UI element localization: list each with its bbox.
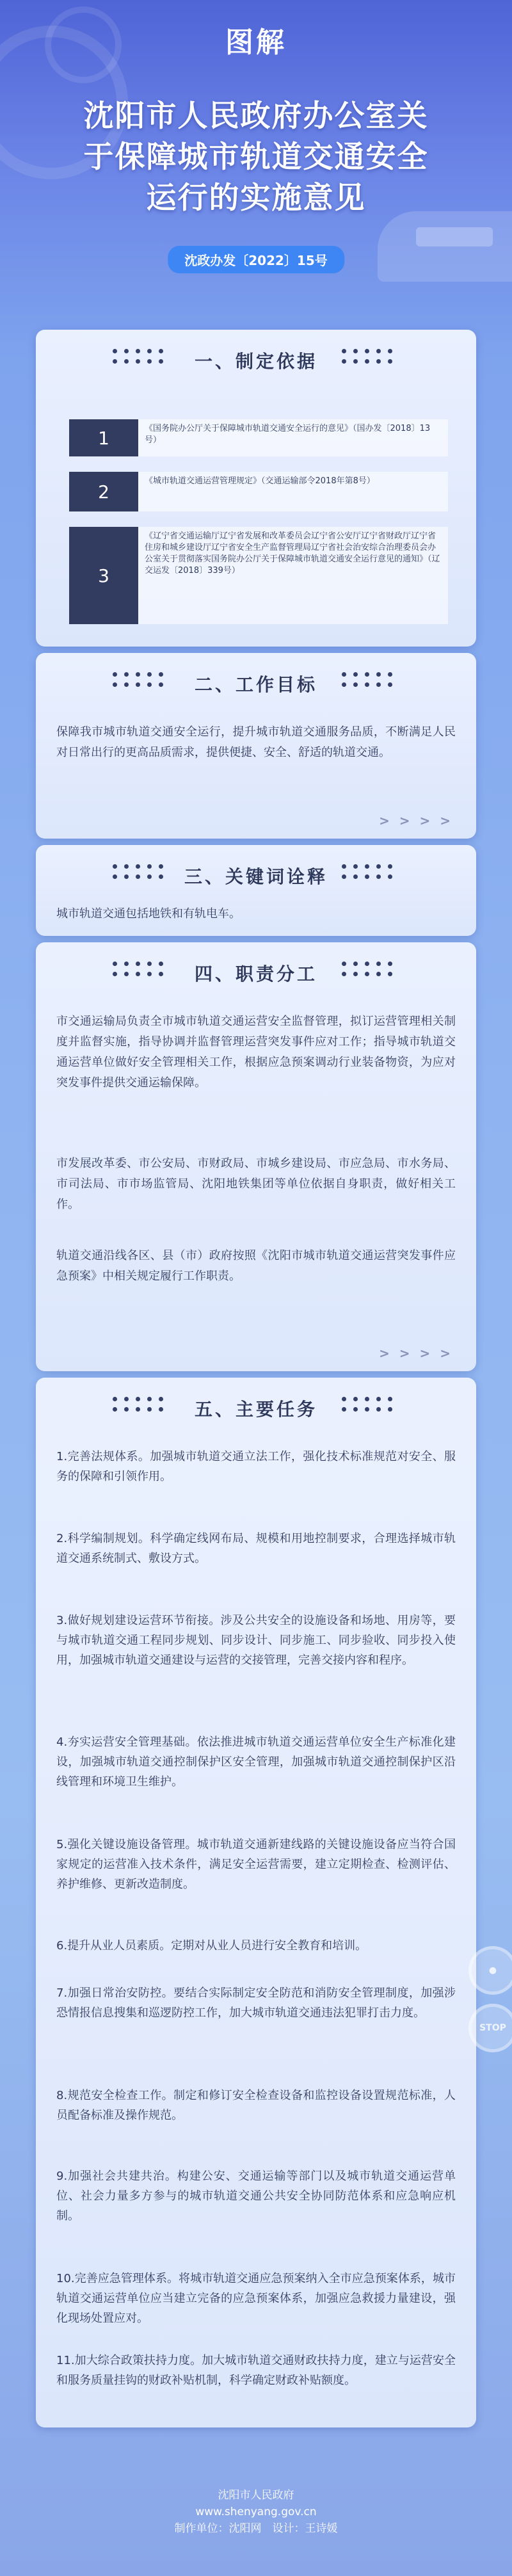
basis-text: 《国务院办公厅关于保障城市轨道交通安全运行的意见》（国办发〔2018〕13号）	[145, 424, 431, 445]
dot-mark	[353, 682, 358, 687]
dot-mark	[353, 1397, 358, 1401]
dot-mark	[353, 962, 358, 966]
section-header	[36, 330, 476, 385]
basis-text: 《城市轨道交通运营管理规定》（交通运输部令2018年第8号）	[145, 476, 375, 486]
task-item: 6.提升从业人员素质。定期对从业人员进行安全教育和培训。	[56, 1939, 367, 1952]
dot-mark	[388, 359, 392, 364]
dot-mark	[376, 972, 381, 976]
dot-mark	[353, 864, 358, 869]
dot-mark	[342, 874, 346, 879]
dot-mark	[342, 359, 346, 364]
section-header	[36, 942, 476, 997]
dot-mark	[376, 1407, 381, 1412]
dot-mark	[342, 682, 346, 687]
task-item: 4.夯实运营安全管理基础。依法推进城市轨道交通运营单位安全生产标准化建设，加强城市轨道交通控制保护区安全管理，加强城市轨道交通控制保护区沿线管理和环境卫生维护。	[56, 1735, 456, 1789]
task-item: 7.加强日常治安防控。要结合实际制定安全防范和消防安全管理制度，加强涉恐情报信息搜集和巡逻防控工作，加大城市轨道交通违法犯罪打击力度。	[56, 1986, 456, 2020]
dot-mark	[388, 349, 392, 353]
basis-item	[69, 527, 448, 624]
dot-mark	[388, 682, 392, 687]
dot-mark	[365, 682, 369, 687]
dot-mark	[353, 359, 358, 364]
footer-org: 沈阳市人民政府	[218, 2489, 294, 2502]
dot-mark	[376, 864, 381, 869]
dot-mark	[365, 864, 369, 869]
dot-mark	[342, 972, 346, 976]
dot-mark	[353, 1407, 358, 1412]
dot-mark	[342, 962, 346, 966]
section-header	[36, 653, 476, 708]
dot-mark	[365, 359, 369, 364]
section-title: 一、制定依据	[194, 351, 317, 372]
footer-credits: 制作单位：沈阳网 设计：王诗媛	[174, 2522, 338, 2535]
stop-sign-icon: STOP	[468, 2004, 512, 2052]
section-basis	[36, 330, 476, 647]
decor-ring	[45, 6, 122, 83]
section-duties	[36, 942, 476, 1371]
footer-url: www.shenyang.gov.cn	[195, 2506, 317, 2518]
task-item: 5.强化关键设施设备管理。城市轨道交通新建线路的关键设施设备应当符合国家规定的运营准入技术条件，满足安全运营需要，建立定期检查、检测评估、养护维修、更新改造制度。	[56, 1838, 456, 1891]
section-header	[36, 1378, 476, 1433]
basis-item	[69, 419, 448, 456]
dots-icon	[342, 1397, 399, 1413]
dot-mark	[365, 672, 369, 677]
section-goal	[36, 653, 476, 839]
dot-mark	[365, 874, 369, 879]
dots-icon	[342, 962, 399, 978]
dot-mark	[353, 972, 358, 976]
dot-mark	[365, 962, 369, 966]
basis-text: 《辽宁省交通运输厅辽宁省发展和改革委员会辽宁省公安厅辽宁省财政厅辽宁省住房和城乡建设厅辽宁省安全生产监督管理局辽宁省社会治安综合治理委员会办公室关于贯彻落实国务院办公厅关于保障城市轨道交通安全运行意见的通知》（辽交运发〔2018〕339号）	[145, 531, 440, 576]
duties-paragraph: 市交通运输局负责全市城市轨道交通运营安全监督管理，拟订运营管理相关制度并监督实施，指导协调并监督管理运营突发事件应对工作；指导城市轨道交通运营单位做好安全管理相关工作，根据应急预案调动行业装备物资，为应对突发事件提供交通运输保障。	[56, 1015, 456, 1090]
duties-paragraph: 轨道交通沿线各区、县（市）政府按照《沈阳市城市轨道交通运营突发事件应急预案》中相关规定履行工作职责。	[56, 1249, 456, 1283]
dot-mark	[376, 962, 381, 966]
section-title: 五、主要任务	[194, 1399, 317, 1420]
dot-mark	[342, 349, 346, 353]
dot-mark	[365, 972, 369, 976]
dot-mark	[342, 672, 346, 677]
dots-icon	[342, 864, 399, 881]
section-title: 四、职责分工	[194, 963, 317, 985]
dot-mark	[365, 1397, 369, 1401]
keywords-text: 城市轨道交通包括地铁和有轨电车。	[56, 907, 241, 921]
task-item: 3.做好规划建设运营环节衔接。涉及公共安全的设施设备和场地、用房等，要与城市轨道交通工程同步规划、同步设计、同步施工、同步验收、同步投入使用，加强城市轨道交通建设与运营的交接管理，完善交接内容和程序。	[56, 1614, 456, 1667]
duties-paragraph: 市发展改革委、市公安局、市财政局、市城乡建设局、市应急局、市水务局、市司法局、市市场监管局、沈阳地铁集团等单位依据自身职责，做好相关工作。	[56, 1157, 456, 1211]
dot-mark	[342, 1407, 346, 1412]
dot-mark	[342, 1397, 346, 1401]
hero-tag: 图解	[225, 26, 287, 59]
dot-mark	[376, 1397, 381, 1401]
dot-mark	[353, 349, 358, 353]
section-tasks	[36, 1378, 476, 2427]
basis-item	[69, 472, 448, 511]
dot-mark	[365, 349, 369, 353]
dot-mark	[342, 864, 346, 869]
train-illustration-icon	[378, 211, 512, 282]
dot-mark	[365, 1407, 369, 1412]
task-item: 10.完善应急管理体系。将城市轨道交通应急预案纳入全市应急预案体系，城市轨道交通运营单位应当建立完备的应急预案体系，加强应急救援力量建设，强化现场处置应对。	[56, 2272, 456, 2325]
section-keywords	[36, 845, 476, 936]
dot-mark	[353, 874, 358, 879]
dot-mark	[388, 962, 392, 966]
dot-mark	[376, 359, 381, 364]
dots-icon	[342, 672, 399, 689]
dot-mark	[388, 972, 392, 976]
dot-mark	[376, 349, 381, 353]
dot-mark	[376, 682, 381, 687]
section-title: 三、关键词诠释	[184, 866, 328, 887]
chevrons-icon: > > > >	[379, 813, 453, 828]
dot-mark	[388, 1407, 392, 1412]
dot-mark	[376, 874, 381, 879]
task-item: 2.科学编制规划。科学确定线网布局、规模和用地控制要求，合理选择城市轨道交通系统制式、敷设方式。	[56, 1532, 456, 1565]
basis-number: 2	[69, 472, 138, 511]
dot-mark	[388, 874, 392, 879]
hero-header	[0, 0, 512, 301]
footer	[0, 2487, 512, 2537]
basis-number: 3	[69, 527, 138, 624]
doc-number-badge: 沈政办发〔2022〕15号	[168, 246, 344, 273]
dot-mark	[388, 672, 392, 677]
task-item: 1.完善法规体系。加强城市轨道交通立法工作，强化技术标准规范对安全、服务的保障和引领作用。	[56, 1450, 456, 1483]
dot-mark	[353, 672, 358, 677]
goal-text: 保障我市城市轨道交通安全运行，提升城市轨道交通服务品质，不断满足人民对日常出行的更高品质需求，提供便捷、安全、舒适的轨道交通。	[56, 725, 456, 759]
basis-number: 1	[69, 419, 138, 456]
chevrons-icon: > > > >	[379, 1346, 453, 1361]
page-title	[0, 96, 512, 219]
dot-mark	[388, 1397, 392, 1401]
title-line: 沈阳市人民政府办公室关	[83, 99, 429, 134]
bus-sign-icon: ●	[468, 1946, 512, 1995]
task-item: 11.加大综合政策扶持力度。加大城市轨道交通财政扶持力度，建立与运营安全和服务质量挂钩的财政补贴机制，科学确定财政补贴额度。	[56, 2354, 456, 2387]
dots-icon	[342, 349, 399, 366]
task-item: 9.加强社会共建共治。构建公安、交通运输等部门以及城市轨道交通运营单位、社会力量多方参与的城市轨道交通公共安全协同防范体系和应急响应机制。	[56, 2169, 456, 2223]
title-line: 于保障城市轨道交通安全	[83, 140, 429, 175]
dot-mark	[376, 672, 381, 677]
title-line: 运行的实施意见	[146, 181, 366, 216]
section-header	[36, 845, 476, 900]
task-item: 8.规范安全检查工作。制定和修订安全检查设备和监控设备设置规范标准，人员配备标准及操作规范。	[56, 2089, 456, 2122]
section-title: 二、工作目标	[194, 674, 317, 695]
dot-mark	[388, 864, 392, 869]
